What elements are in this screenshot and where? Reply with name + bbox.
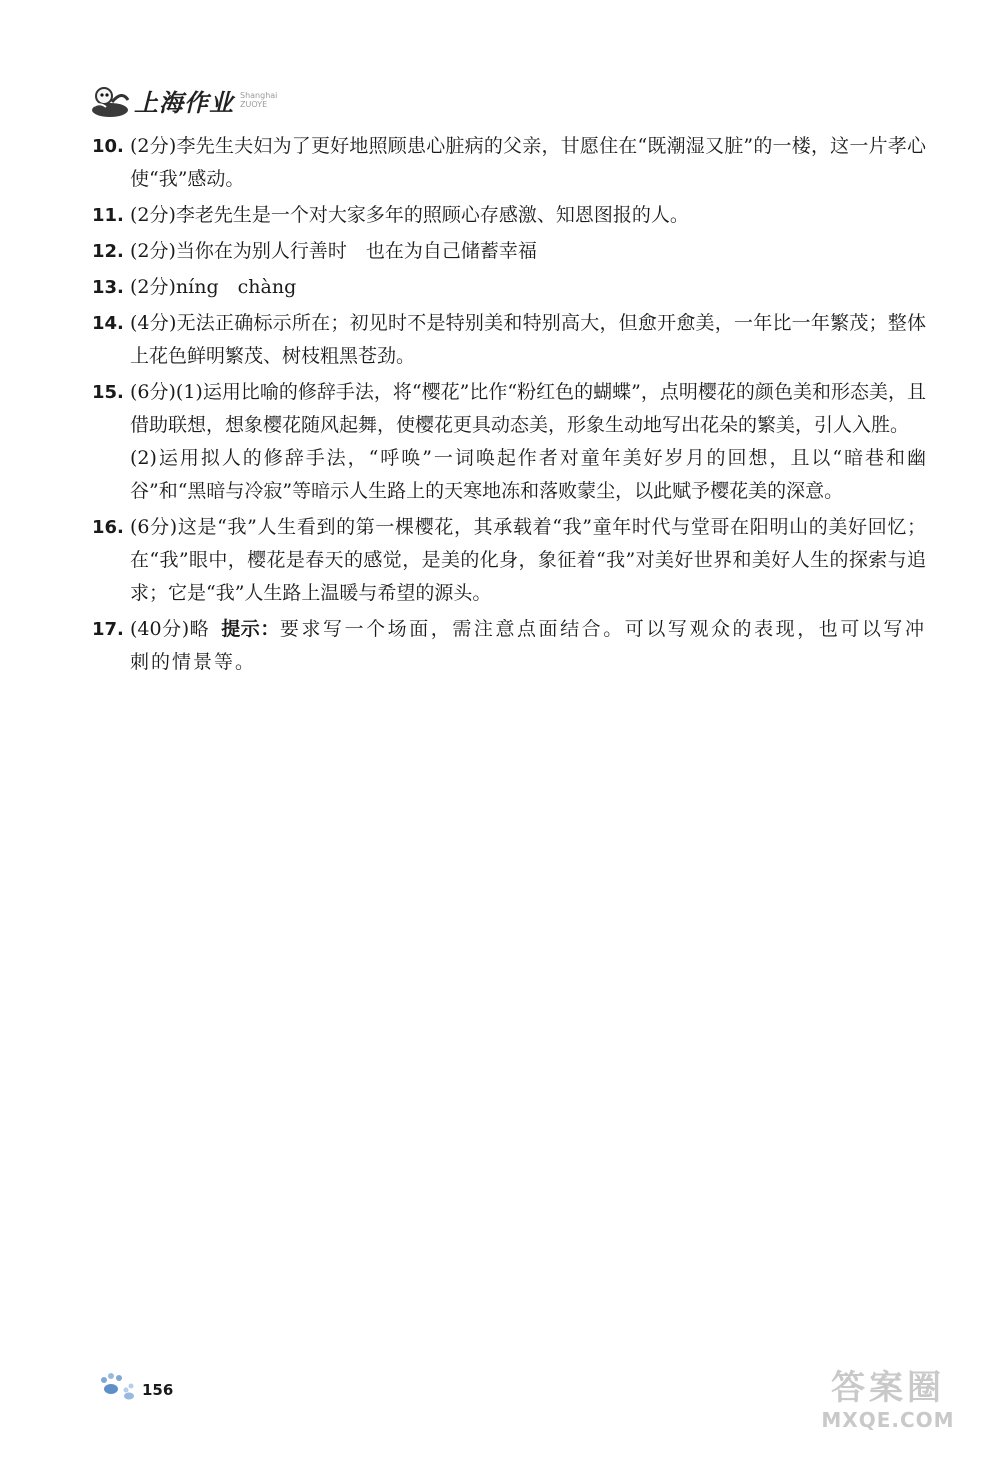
answer-item-17 [92, 613, 926, 679]
logo-subtitle-line1: Shanghai [240, 91, 278, 100]
answer-number: 12. [92, 241, 124, 262]
paw-print-icon [96, 1372, 138, 1402]
watermark-url: MXQE.COM [821, 1408, 955, 1432]
logo-subtitle-line2: ZUOYE [240, 100, 268, 109]
page-header [88, 78, 277, 122]
logo-title: 上海作业 [134, 88, 234, 117]
answer-number: 17. [92, 619, 124, 640]
page-footer [96, 1372, 173, 1402]
answer-number: 15. [92, 382, 124, 403]
answer-number: 11. [92, 205, 124, 226]
answer-text-part2: (2)运用拟人的修辞手法，“呼唤”一词唤起作者对童年美好岁月的回想，且以“暗巷和幽谷”和“黑暗与冷寂”等暗示人生路上的天寒地冻和落败蒙尘，以此赋予樱花美的深意。 [130, 447, 926, 502]
logo-subtitle [240, 91, 277, 109]
answer-item-15 [92, 376, 926, 508]
answer-text: (6分)这是“我”人生看到的第一棵樱花，其承载着“我”童年时代与堂哥在阳明山的美好回忆；在“我”眼中，樱花是春天的感觉，是美的化身，象征着“我”对美好世界和美好人生的探索与追求；它是“我”人生路上温暖与希望的源头。 [130, 516, 926, 604]
answer-text: (2分)李先生夫妇为了更好地照顾患心脏病的父亲，甘愿住在“既潮湿又脏”的一楼，这一片孝心使“我”感动。 [130, 135, 926, 190]
answer-number: 13. [92, 277, 124, 298]
answer-text: (2分)níng chàng [130, 276, 297, 298]
answer-main: (40分)略 [130, 618, 210, 640]
page-number: 156 [142, 1381, 174, 1399]
answer-list [92, 130, 926, 682]
answer-text: (4分)无法正确标示所在；初见时不是特别美和特别高大，但愈开愈美，一年比一年繁茂；整体上花色鲜明繁茂、树枝粗黑苍劲。 [130, 312, 926, 367]
answer-text-part1: (6分)(1)运用比喻的修辞手法，将“樱花”比作“粉红色的蝴蝶”，点明樱花的颜色美和形态美，且借助联想，想象樱花随风起舞，使樱花更具动态美，形象生动地写出花朵的繁美，引人入胜。 [130, 381, 926, 436]
answer-item-11 [92, 199, 926, 232]
answer-number: 14. [92, 313, 124, 334]
hint-label: 提示： [221, 618, 280, 640]
watermark-title: 答案圈 [831, 1368, 945, 1408]
answer-number: 10. [92, 136, 124, 157]
answer-number: 16. [92, 517, 124, 538]
watermark [798, 1368, 978, 1432]
answer-item-12 [92, 235, 926, 268]
hint-text: 要求写一个场面，需注意点面结合。可以写观众的表现，也可以写冲刺的情景等。 [130, 618, 926, 673]
answer-item-14 [92, 307, 926, 373]
answer-item-13 [92, 271, 926, 304]
answer-text: (2分)李老先生是一个对大家多年的照顾心存感激、知恩图报的人。 [130, 204, 689, 226]
answer-item-16 [92, 511, 926, 610]
answer-text [130, 613, 926, 679]
answer-text: (2分)当你在为别人行善时 也在为自己储蓄幸福 [130, 240, 537, 262]
mascot-logo-icon [88, 80, 132, 120]
answer-item-10 [92, 130, 926, 196]
